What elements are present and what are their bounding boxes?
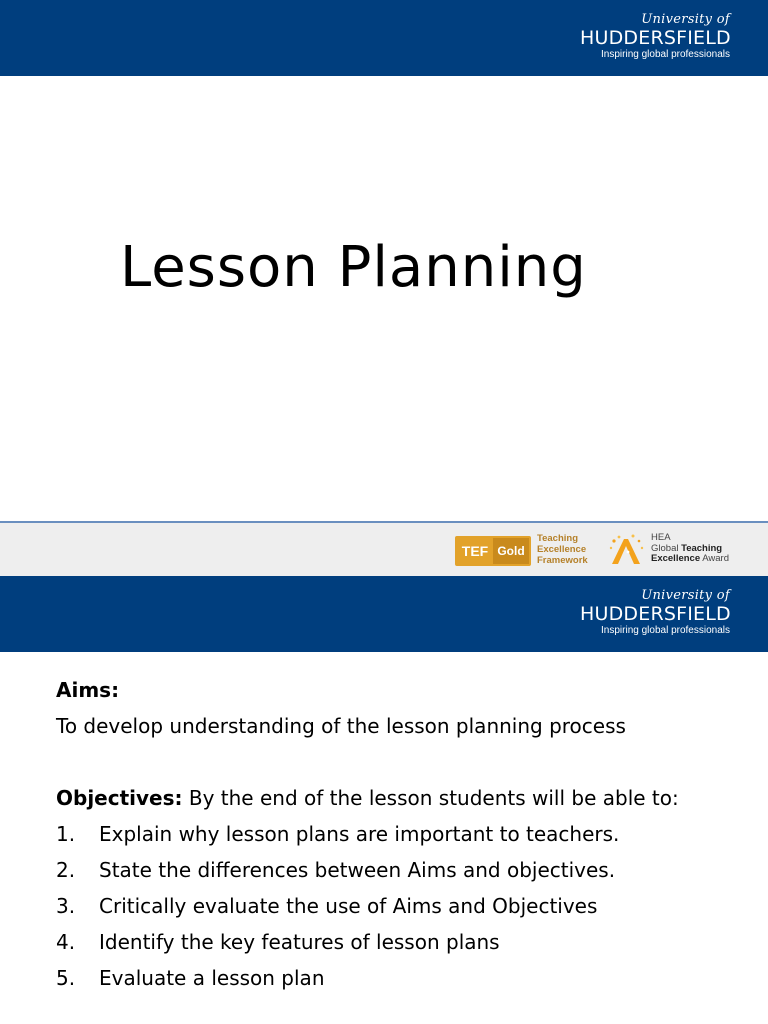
tef-gold-label: Gold xyxy=(493,538,529,564)
objective-number: 4. xyxy=(56,930,76,954)
objective-number: 3. xyxy=(56,894,76,918)
objective-text: Critically evaluate the use of Aims and Objectives xyxy=(99,894,598,918)
logo-huddersfield: HUDDERSFIELD xyxy=(580,603,731,625)
spacer xyxy=(56,744,746,780)
objectives-heading: Objectives: xyxy=(56,786,183,810)
objective-number: 2. xyxy=(56,858,76,882)
objective-item xyxy=(56,960,746,996)
header-banner xyxy=(0,0,768,76)
slide-title: Lesson Planning xyxy=(120,235,587,300)
objective-number: 5. xyxy=(56,966,76,990)
logo-tagline: Inspiring global professionals xyxy=(601,625,730,636)
logo-huddersfield: HUDDERSFIELD xyxy=(580,27,731,49)
objectives-intro: By the end of the lesson students will be able to: xyxy=(182,786,679,810)
objective-text: Identify the key features of lesson plans xyxy=(99,930,500,954)
slide2-header-banner xyxy=(0,576,768,652)
hea-caption-line3 xyxy=(651,554,751,565)
hea-award: Award xyxy=(700,553,729,564)
hea-caption-line1: HEA xyxy=(651,532,671,543)
hea-global: Global xyxy=(651,542,682,554)
objective-item xyxy=(56,852,746,888)
objective-text: State the differences between Aims and objectives. xyxy=(99,858,616,882)
aims-heading: Aims: xyxy=(56,678,120,702)
tef-badge xyxy=(455,536,531,566)
hea-excellence: Excellence xyxy=(651,553,701,564)
tef-gold-logo xyxy=(455,533,590,566)
tef-caption-line2: Excellence xyxy=(537,544,587,555)
university-logo xyxy=(580,12,730,61)
objectives-intro-line xyxy=(56,780,746,816)
objective-item xyxy=(56,816,746,852)
aims-text: To develop understanding of the lesson planning process xyxy=(56,714,626,738)
tef-caption-line1: Teaching xyxy=(537,533,578,544)
objective-text: Explain why lesson plans are important to teachers. xyxy=(99,822,620,846)
logo-university-of: University of xyxy=(641,12,730,27)
slide2-content xyxy=(56,672,746,996)
objective-number: 1. xyxy=(56,822,76,846)
hea-teaching: Teaching xyxy=(681,542,723,554)
logo-university-of: University of xyxy=(641,588,730,603)
objective-item xyxy=(56,888,746,924)
hea-award-logo xyxy=(608,533,748,567)
university-logo xyxy=(580,588,730,637)
tef-caption xyxy=(537,533,597,566)
objective-text: Evaluate a lesson plan xyxy=(99,966,325,990)
logo-tagline: Inspiring global professionals xyxy=(601,49,730,60)
tef-caption-line3: Framework xyxy=(537,555,588,566)
tef-label: TEF xyxy=(457,538,493,564)
hea-star-icon xyxy=(608,533,648,567)
hea-caption xyxy=(651,533,751,565)
objective-item xyxy=(56,924,746,960)
